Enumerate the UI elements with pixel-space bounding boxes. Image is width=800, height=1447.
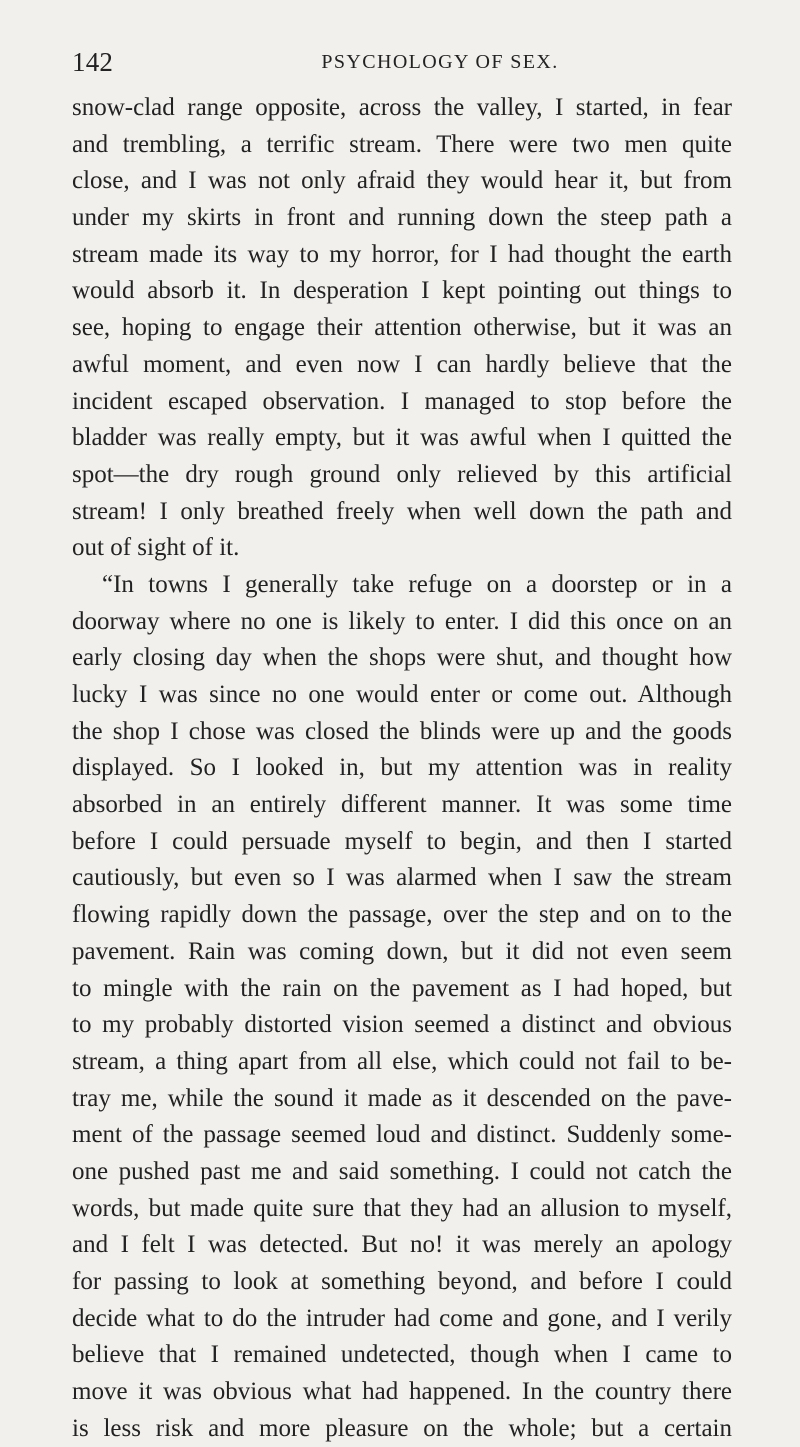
text-line: lucky I was since no one would enter or come out. Although: [72, 681, 732, 708]
text-line: stream made its way to my horror, for I had thought the earth: [72, 240, 732, 268]
body-text: [72, 90, 732, 1447]
text-line: the shop I chose was closed the blinds were up and the goods: [72, 717, 732, 745]
text-line: ment of the passage seemed loud and distinct. Suddenly some-: [72, 1121, 732, 1149]
text-line: see, hoping to engage their attention otherwise, but it was an: [72, 314, 732, 342]
text-line: bladder was really empty, but it was awful when I quitted the: [72, 424, 732, 452]
text-line: before I could persuade myself to begin, and then I started: [72, 827, 732, 855]
text-line: awful moment, and even now I can hardly believe that the: [72, 350, 732, 378]
page-number: 142: [72, 47, 114, 77]
text-line: snow-clad range opposite, across the valley, I started, in fear: [72, 94, 732, 121]
text-line: doorway where no one is likely to enter. I did this once on an: [72, 607, 732, 635]
text-line: move it was obvious what had happened. In the country there: [72, 1378, 732, 1406]
text-line: cautiously, but even so I was alarmed when I saw the stream: [72, 864, 732, 892]
text-line: incident escaped observation. I managed to stop before the: [72, 387, 732, 415]
running-head: PSYCHOLOGY OF SEX.: [321, 51, 559, 73]
text-line: flowing rapidly down the passage, over the step and on to the: [72, 901, 732, 929]
text-line: and trembling, a terrific stream. There were two men quite: [72, 130, 732, 158]
text-line: would absorb it. In desperation I kept pointing out things to: [72, 277, 732, 305]
text-line: spot—the dry rough ground only relieved by this artificial: [72, 460, 732, 488]
text-line: and I felt I was detected. But no! it was merely an apology: [72, 1231, 732, 1259]
text-line: pavement. Rain was coming down, but it did not even seem: [72, 937, 732, 965]
text-line: early closing day when the shops were shut, and thought how: [72, 644, 732, 672]
text-line: one pushed past me and said something. I could not catch the: [72, 1157, 732, 1185]
text-line: stream! I only breathed freely when well down the path and: [72, 497, 732, 525]
text-line: displayed. So I looked in, but my attention was in reality: [72, 754, 732, 782]
text-line: under my skirts in front and running down the steep path a: [72, 204, 732, 232]
text-line: decide what to do the intruder had come and gone, and I verily: [72, 1304, 732, 1332]
text-line: words, but made quite sure that they had an allusion to myself,: [72, 1194, 732, 1222]
text-line: believe that I remained undetected, though when I came to: [72, 1341, 732, 1369]
text-line: is less risk and more pleasure on the whole; but a certain: [72, 1414, 732, 1442]
text-line: out of sight of it.: [72, 534, 240, 562]
text-line: “In towns I generally take refuge on a doorstep or in a: [102, 570, 732, 598]
text-line: to my probably distorted vision seemed a distinct and obvious: [72, 1011, 732, 1039]
text-line: for passing to look at something beyond, and before I could: [72, 1268, 732, 1295]
text-line: to mingle with the rain on the pavement as I had hoped, but: [72, 974, 732, 1002]
text-line: tray me, while the sound it made as it descended on the pave-: [72, 1084, 732, 1112]
text-line: absorbed in an entirely different manner. It was some time: [72, 791, 732, 819]
page-header: [72, 44, 732, 80]
text-line: close, and I was not only afraid they would hear it, but from: [72, 167, 732, 195]
text-line: stream, a thing apart from all else, which could not fail to be-: [72, 1047, 732, 1075]
